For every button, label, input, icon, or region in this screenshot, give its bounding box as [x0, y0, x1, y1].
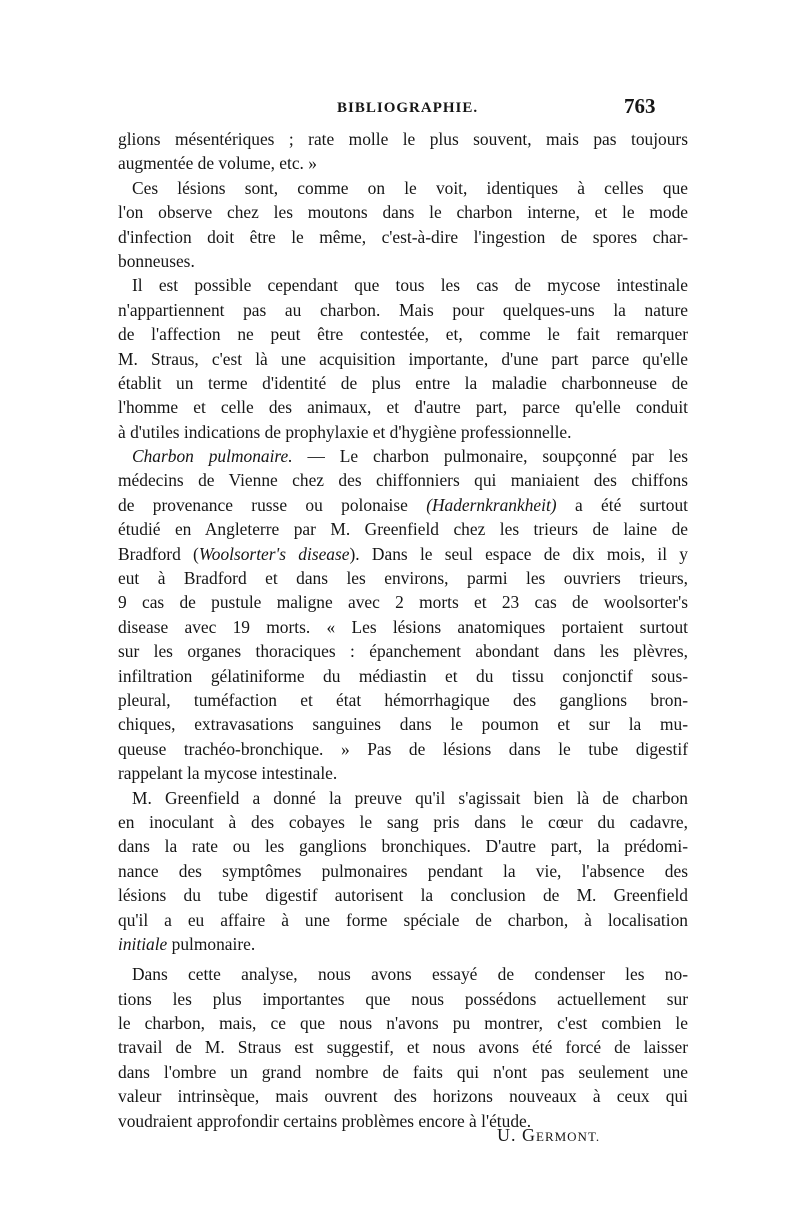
text-line: bonneuses. [118, 250, 195, 271]
text-line: d'infection doit être le même, c'est-à-dire l'ingestion de spores char- [118, 226, 688, 247]
signature-initial: U. G [497, 1125, 536, 1145]
text-line: travail de M. Straus est suggestif, et nous avons été forcé de laisser [118, 1037, 688, 1058]
text-line [118, 444, 688, 468]
text-line: nance des symptômes pulmonaires pendant la vie, l'absence des [118, 860, 688, 881]
text-line: pleural, tuméfaction et état hémorrhagique des ganglions bron- [118, 689, 688, 710]
text-line: en inoculant à des cobayes le sang pris dans le cœur du cadavre, [118, 811, 688, 832]
text-line: eut à Bradford et dans les environs, parmi les ouvriers trieurs, [118, 568, 688, 589]
text-line: l'on observe chez les moutons dans le charbon interne, et le mode [118, 202, 688, 223]
text-line: voudraient approfondir certains problèmes encore à l'étude. [118, 1110, 532, 1131]
author-signature [497, 1125, 600, 1146]
text-line [118, 493, 688, 517]
text-line: chiques, extravasations sanguines dans le poumon et sur la mu- [118, 714, 688, 735]
text-line: qu'il a eu affaire à une forme spéciale de charbon, à localisation [118, 909, 688, 930]
line-fragment: a été surtout [574, 494, 688, 515]
text-line: queuse trachéo-bronchique. » Pas de lésions dans le tube digestif [118, 738, 688, 759]
text-line [118, 542, 688, 566]
text-line: Ces lésions sont, comme on le voit, identiques à celles que [132, 177, 688, 198]
text-line: glions mésentériques ; rate molle le plus souvent, mais pas toujours [118, 129, 688, 149]
text-line: infiltration gélatiniforme du médiastin et du tissu conjonctif sous- [118, 665, 688, 686]
signature-surname: ERMONT. [536, 1129, 601, 1144]
running-title: BIBLIOGRAPHIE. [337, 100, 479, 116]
text-line: établit un terme d'identité de plus entre la maladie charbonneuse de [118, 372, 688, 393]
text-line: étudié en Angleterre par M. Greenfield chez les trieurs de laine de [118, 519, 688, 540]
page-number: 763 [624, 94, 656, 118]
text-line: tions les plus importantes que nous possédons actuellement sur [118, 988, 688, 1009]
body-text [118, 127, 688, 1133]
line-fragment: ). Dans le seul espace de dix mois, il y [349, 543, 689, 564]
line-fragment: pulmonaire. [171, 933, 256, 954]
text-line: de l'affection ne peut être contestée, et, comme le fait remarquer [118, 324, 688, 345]
text-line: augmentée de volume, etc. » [118, 153, 317, 174]
text-line: lésions du tube digestif autorisent la conclusion de M. Greenfield [118, 885, 688, 906]
text-line: rappelant la mycose intestinale. [118, 763, 338, 784]
text-line: dans l'ombre un grand nombre de faits qui n'ont pas seulement une [118, 1061, 688, 1082]
text-line: dans la rate ou les ganglions bronchiques. D'autre part, la prédomi- [118, 836, 688, 857]
page-header [0, 94, 800, 124]
text-line: n'appartiennent pas au charbon. Mais pour quelques-uns la nature [118, 299, 688, 320]
italic-term: initiale [118, 933, 168, 954]
text-line: M. Greenfield a donné la preuve qu'il s'agissait bien là de charbon [132, 787, 688, 808]
text-line: 9 cas de pustule maligne avec 2 morts et 23 cas de woolsorter's [118, 592, 688, 613]
text-line: le charbon, mais, ce que nous n'avons pu montrer, c'est combien le [118, 1013, 688, 1034]
text-line: sur les organes thoraciques : épanchement abondant dans les plèvres, [118, 641, 688, 662]
text-line: valeur intrinsèque, mais ouvrent des horizons nouveaux à ceux qui [118, 1086, 688, 1107]
text-line: Dans cette analyse, nous avons essayé de condenser les no- [132, 964, 688, 985]
text-line: médecins de Vienne chez des chiffonniers qui maniaient des chiffons [118, 470, 688, 491]
text-line: l'homme et celle des animaux, et d'autre part, parce qu'elle conduit [118, 397, 688, 418]
line-fragment: Bradford ( [118, 543, 199, 564]
text-line [118, 932, 688, 956]
text-line: Il est possible cependant que tous les cas de mycose intestinale [132, 275, 688, 296]
line-fragment: de provenance russe ou polonaise [118, 494, 408, 515]
text-line: M. Straus, c'est là une acquisition importante, d'une part parce qu'elle [118, 348, 688, 369]
section-heading-italic: Charbon pulmonaire. [132, 446, 293, 467]
line-fragment: — Le charbon pulmonaire, soupçonné par les [307, 446, 688, 467]
text-line: disease avec 19 morts. « Les lésions anatomiques portaient surtout [118, 616, 688, 637]
text-line: à d'utiles indications de prophylaxie et d'hygiène professionnelle. [118, 421, 572, 442]
italic-term: (Hadernkrankheit) [426, 494, 557, 515]
italic-term: Woolsorter's disease [198, 543, 350, 564]
